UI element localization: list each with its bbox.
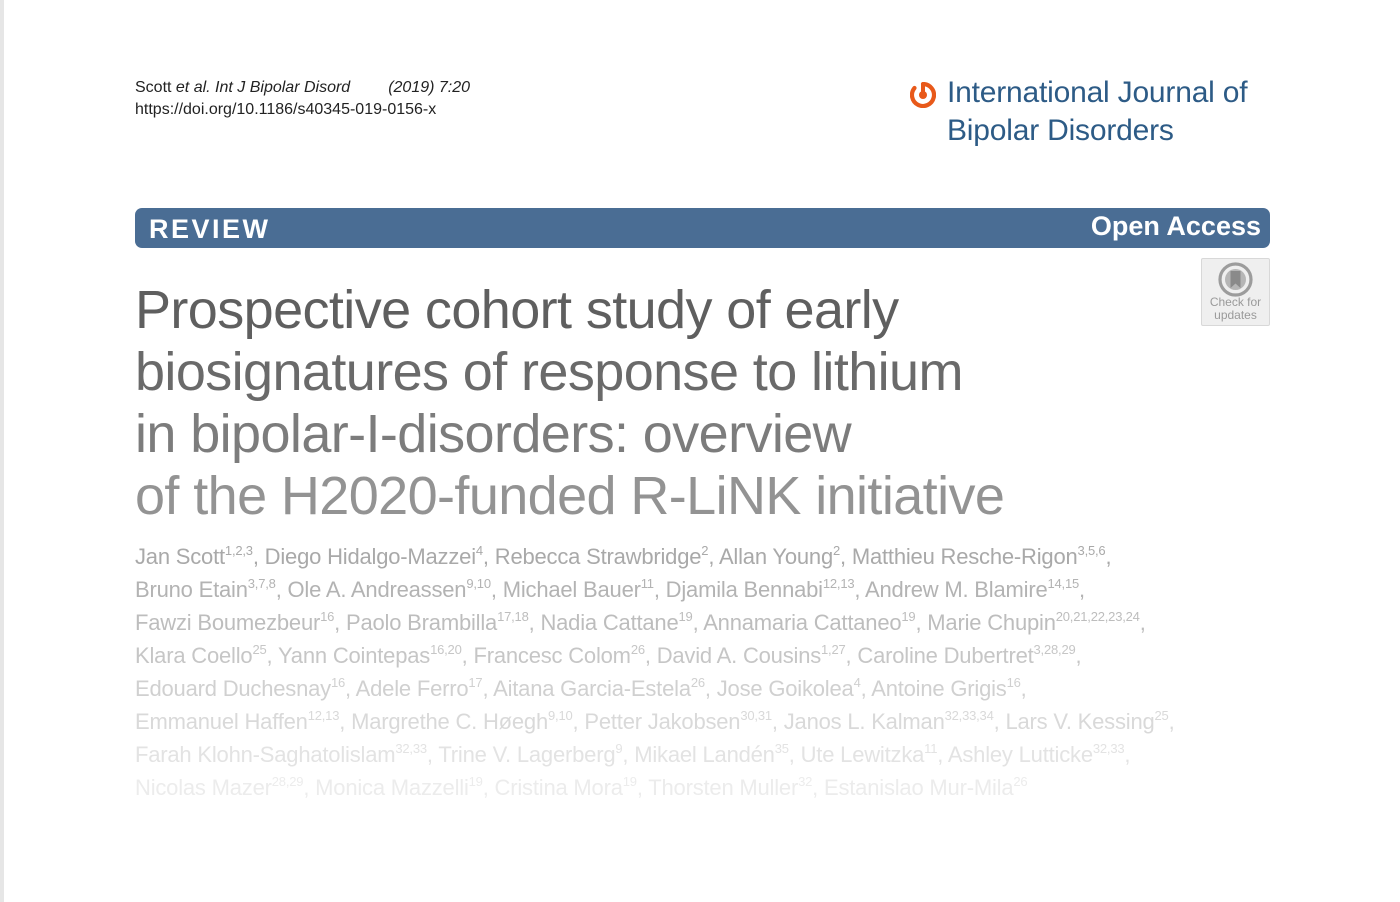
title-line: Prospective cohort study of early <box>135 280 899 340</box>
author-separator: , <box>771 709 784 734</box>
author-separator: , <box>845 643 858 668</box>
author-affiliation[interactable]: 32,33 <box>1092 741 1125 756</box>
author-name[interactable]: Mikael Landén <box>634 742 775 767</box>
author-name[interactable]: Fawzi Boumezbeur <box>135 610 321 635</box>
author-affiliation[interactable]: 14,15 <box>1047 576 1080 591</box>
author-separator: , <box>482 676 494 701</box>
check-for-updates-button[interactable] <box>1201 258 1270 326</box>
author-affiliation[interactable]: 11 <box>924 741 938 756</box>
author-separator: , <box>1139 610 1146 635</box>
author-line <box>135 606 1255 639</box>
open-access-label: Open Access <box>1090 211 1261 241</box>
author-affiliation[interactable]: 9 <box>615 741 623 756</box>
author-name[interactable]: Andrew M. Blamire <box>865 577 1048 602</box>
author-separator: , <box>252 544 265 569</box>
author-separator: , <box>622 742 635 767</box>
author-name[interactable]: Paolo Brambilla <box>346 610 498 635</box>
citation-etal: et al. <box>175 79 211 96</box>
author-name[interactable]: Francesc Colom <box>473 643 631 668</box>
author-separator: , <box>636 775 649 800</box>
author-affiliation[interactable]: 12,13 <box>822 576 855 591</box>
author-affiliation[interactable]: 9,10 <box>466 576 491 591</box>
author-line <box>135 540 1255 573</box>
author-name[interactable]: Bruno Etain <box>135 577 248 602</box>
author-name[interactable]: Petter Jakobsen <box>584 709 741 734</box>
author-separator: , <box>528 610 541 635</box>
title-line: biosignatures of response to lithium <box>135 342 963 402</box>
author-name[interactable]: Aitana Garcia-Estela <box>493 676 691 701</box>
author-affiliation[interactable]: 17 <box>468 675 483 690</box>
author-affiliation[interactable]: 19 <box>901 609 916 624</box>
author-line <box>135 639 1255 672</box>
author-name[interactable]: Emmanuel Haffen <box>135 709 308 734</box>
author-affiliation[interactable]: 32,33,34 <box>944 708 994 723</box>
author-name[interactable]: Nadia Cattane <box>540 610 679 635</box>
author-separator: , <box>1079 577 1085 602</box>
author-separator: , <box>266 643 278 668</box>
author-line <box>135 738 1255 771</box>
author-affiliation[interactable]: 12,13 <box>307 708 340 723</box>
author-affiliation[interactable]: 19 <box>678 609 693 624</box>
author-separator: , <box>334 610 346 635</box>
author-name[interactable]: Rebecca Strawbridge <box>494 544 702 569</box>
author-affiliation[interactable]: 3,28,29 <box>1033 642 1076 657</box>
author-separator: , <box>692 610 704 635</box>
author-name[interactable]: Edouard Duchesnay <box>135 676 331 701</box>
author-name[interactable]: Lars V. Kessing <box>1005 709 1155 734</box>
author-separator: , <box>704 676 717 701</box>
author-separator: , <box>860 676 872 701</box>
author-separator: , <box>653 577 666 602</box>
author-name[interactable]: Djamila Bennabi <box>665 577 823 602</box>
author-affiliation[interactable]: 3,7,8 <box>247 576 276 591</box>
author-name[interactable]: Jose Goikolea <box>716 676 854 701</box>
author-name[interactable]: Trine V. Lagerberg <box>438 742 616 767</box>
author-affiliation[interactable]: 16,20 <box>430 642 462 657</box>
author-separator: , <box>1020 676 1027 701</box>
author-separator: , <box>915 610 928 635</box>
author-name[interactable]: Janos L. Kalman <box>783 709 945 734</box>
author-separator: , <box>303 775 316 800</box>
author-affiliation[interactable]: 11 <box>640 576 654 591</box>
author-affiliation[interactable]: 25 <box>1154 708 1169 723</box>
check-for-updates-icon <box>1218 262 1253 297</box>
author-name[interactable]: Thorsten Muller <box>648 775 799 800</box>
author-separator: , <box>490 577 503 602</box>
author-affiliation[interactable]: 3,5,6 <box>1077 543 1106 558</box>
author-affiliation[interactable]: 30,31 <box>740 708 772 723</box>
author-affiliation[interactable]: 32,33 <box>395 741 427 756</box>
citation-author: Scott <box>135 79 176 96</box>
author-affiliation[interactable]: 9,10 <box>548 708 573 723</box>
author-name[interactable]: Caroline Dubertret <box>857 643 1034 668</box>
author-name[interactable]: Yann Cointepas <box>277 643 431 668</box>
title-line: in bipolar-I-disorders: overview <box>135 404 852 464</box>
author-name[interactable]: David A. Cousins <box>656 643 822 668</box>
author-affiliation[interactable]: 17,18 <box>497 609 529 624</box>
springer-open-logo-icon <box>910 82 936 108</box>
author-name[interactable]: Estanislao Mur-Mila <box>824 775 1014 800</box>
author-affiliation[interactable]: 20,21,22,23,24 <box>1055 609 1140 624</box>
author-separator: , <box>788 742 801 767</box>
citation-year: (2019) 7:20 <box>388 79 471 96</box>
author-separator: , <box>572 709 585 734</box>
author-affiliation[interactable]: 25 <box>252 642 267 657</box>
author-affiliation[interactable]: 26 <box>1013 774 1028 789</box>
check-for-updates-label <box>1202 296 1269 322</box>
author-name[interactable]: Ute Lewitzka <box>800 742 925 767</box>
author-separator: , <box>275 577 288 602</box>
author-affiliation[interactable]: 16 <box>320 609 335 624</box>
author-affiliation[interactable]: 32 <box>798 774 813 789</box>
author-affiliation[interactable]: 16 <box>1006 675 1021 690</box>
author-name[interactable]: Marie Chupin <box>927 610 1056 635</box>
author-separator: , <box>482 544 495 569</box>
author-affiliation[interactable]: 4 <box>475 543 483 558</box>
journal-name <box>947 74 1277 150</box>
author-separator: , <box>426 742 439 767</box>
author-affiliation[interactable]: 4 <box>853 675 861 690</box>
author-separator: , <box>854 577 866 602</box>
check-for-updates-label-line1: Check for <box>1209 295 1262 309</box>
author-name[interactable]: Cristina Mora <box>494 775 623 800</box>
author-affiliation[interactable]: 1,2,3 <box>224 543 253 558</box>
author-affiliation[interactable]: 19 <box>468 774 483 789</box>
author-affiliation[interactable]: 16 <box>330 675 346 690</box>
author-name[interactable]: Diego Hidalgo-Mazzei <box>264 544 476 569</box>
author-name[interactable]: Adele Ferro <box>355 676 469 701</box>
author-name[interactable]: Nicolas Mazer <box>135 775 272 800</box>
check-for-updates-label-line2: updates <box>1214 308 1257 322</box>
journal-name-line1: International Journal of <box>947 76 1248 109</box>
author-name[interactable]: Antoine Grigis <box>871 676 1007 701</box>
author-affiliation[interactable]: 28,29 <box>271 774 304 789</box>
author-separator: , <box>708 544 719 569</box>
author-name[interactable]: Allan Young <box>718 544 833 569</box>
author-name[interactable]: Klara Coello <box>135 643 253 668</box>
author-separator: , <box>339 709 352 734</box>
journal-name-line2: Bipolar Disorders <box>947 114 1174 147</box>
author-name[interactable]: Ole A. Andreassen <box>287 577 467 602</box>
citation-block <box>135 77 470 121</box>
author-affiliation[interactable]: 2 <box>701 543 709 558</box>
author-line <box>135 705 1255 738</box>
author-name[interactable]: Michael Bauer <box>502 577 641 602</box>
author-separator: , <box>812 775 824 800</box>
author-name[interactable]: Monica Mazzelli <box>315 775 469 800</box>
author-name[interactable]: Margrethe C. Høegh <box>351 709 549 734</box>
author-line <box>135 672 1255 705</box>
author-separator: , <box>1075 643 1082 668</box>
author-affiliation[interactable]: 26 <box>690 675 705 690</box>
author-separator: , <box>482 775 495 800</box>
author-separator: , <box>1105 544 1112 569</box>
author-separator: , <box>937 742 948 767</box>
author-name[interactable]: Matthieu Resche-Rigon <box>851 544 1078 569</box>
doi-link[interactable]: https://doi.org/10.1186/s40345-019-0156-x <box>135 101 437 118</box>
title-line: of the H2020-funded R-LiNK initiative <box>135 466 1005 526</box>
author-list <box>135 540 1255 804</box>
article-title <box>135 279 1185 527</box>
author-separator: , <box>345 676 356 701</box>
citation-line <box>135 77 470 99</box>
author-affiliation[interactable]: 35 <box>774 741 789 756</box>
citation-journal: Int J Bipolar Disord <box>210 79 351 96</box>
author-affiliation[interactable]: 19 <box>622 774 637 789</box>
author-affiliation[interactable]: 2 <box>832 543 841 558</box>
author-separator: , <box>993 709 1006 734</box>
article-type-banner <box>135 208 1270 248</box>
author-separator: , <box>644 643 657 668</box>
author-separator: , <box>461 643 474 668</box>
author-separator: , <box>1168 709 1175 734</box>
author-line <box>135 771 1255 804</box>
author-name[interactable]: Jan Scott <box>135 544 225 569</box>
author-affiliation[interactable]: 26 <box>630 642 645 657</box>
author-name[interactable]: Annamaria Cattaneo <box>703 610 902 635</box>
author-affiliation[interactable]: 1,27 <box>821 642 846 657</box>
author-name[interactable]: Farah Klohn-Saghatolislam <box>135 742 396 767</box>
author-line <box>135 573 1255 606</box>
author-name[interactable]: Ashley Lutticke <box>947 742 1093 767</box>
author-separator: , <box>840 544 852 569</box>
author-separator: , <box>1124 742 1131 767</box>
article-type-label: REVIEW <box>149 214 271 244</box>
